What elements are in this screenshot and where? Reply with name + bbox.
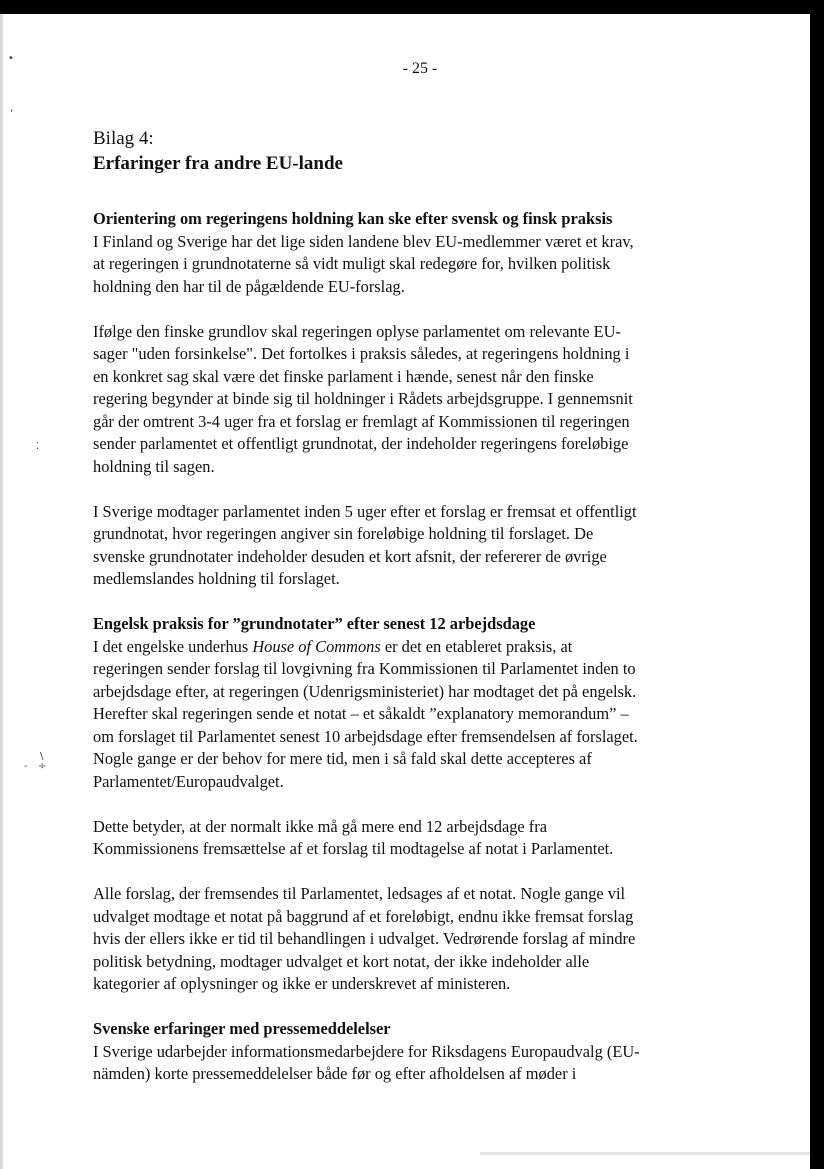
section-heading-english-practice: Engelsk praksis for ”grundnotater” efter senest 12 arbejdsdage xyxy=(93,614,536,633)
appendix-label: Bilag 4: xyxy=(93,128,154,149)
paragraph xyxy=(93,636,643,794)
page-number: - 25 - xyxy=(402,60,438,77)
spacer xyxy=(93,478,643,501)
scan-edge-left xyxy=(0,14,3,1169)
paragraph: Ifølge den finske grundlov skal regeringen oplyse parlamentet om relevante EU-sager "uden forsinkelse". Det fortolkes i praksis således, at regeringens holdning i en konkret sag skal være det finske parlament i hænde, senest når den finske regering begynder at binde sig til holdninger i Rådets arbejdsgruppe. I gennemsnit går der omtrent 3-4 uger fra et forslag er fremlagt af Kommissionen til regeringen sender parlamentet et offentligt grundnotat, der indeholder regeringens foreløbige holdning til sagen. xyxy=(93,321,633,476)
spacer xyxy=(93,176,643,208)
scan-speck: ‚ xyxy=(10,103,14,114)
section-heading-swedish-press-releases: Svenske erfaringer med pressemeddelelser xyxy=(93,1019,391,1038)
scan-speck: ÷ xyxy=(38,761,47,772)
italic-term: House of Commons xyxy=(252,636,381,656)
paragraph-text: er det en etableret praksis, at regeringen sender forslag til lovgivning fra Kommissionen til Parlamentet inden to arbejdsdage efter, at regeringen (Udenrigsministeriet) har modtaget det på engelsk. Herefter skal regeringen sende et notat – et såkaldt ”explanatory memorandum” – om forslaget til Parlamentet senest 10 arbejdsdage efter fremsendelsen af forslaget. Nogle gange er der behov for mere tid, men i så fald skal dette accepteres af Parlamentet/Europaudvalget. xyxy=(93,636,638,791)
paragraph: I Sverige udarbejder informationsmedarbejdere for Riksdagens Europaudvalg (EU-nämden) korte pressemeddelelser både før og efter afholdelsen af møder i xyxy=(93,1041,640,1083)
scan-edge-bottom xyxy=(480,1152,810,1155)
spacer xyxy=(93,298,643,321)
document-body xyxy=(93,127,643,1086)
spacer xyxy=(93,591,643,614)
paragraph: I Sverige modtager parlamentet inden 5 uger efter et forslag er fremsat et offentligt grundnotat, hvor regeringen angiver sin foreløbige holdning til forslaget. De svenske grundnotater indeholder desuden et kort afsnit, der refererer de øvrige medlemslandes holdning til forslaget. xyxy=(93,501,637,588)
paragraph: Dette betyder, at der normalt ikke må gå mere end 12 arbejdsdage fra Kommissionens fremsættelse af et forslag til modtagelse af notat i Parlamentet. xyxy=(93,816,614,858)
spacer xyxy=(93,861,643,884)
section-heading-finnish-swedish-practice: Orientering om regeringens holdning kan ske efter svensk og finsk praksis xyxy=(93,209,613,228)
paragraph: I Finland og Sverige har det lige siden landene blev EU-medlemmer været et krav, at regeringen i grundnotaterne så vidt muligt skal redegøre for, hvilken politisk holdning den har til de pågældende EU-forslag. xyxy=(93,231,634,296)
paragraph: Alle forslag, der fremsendes til Parlamentet, ledsages af et notat. Nogle gange vil udvalget modtage et notat på baggrund af et foreløbigt, endnu ikke fremsat forslag hvis der ellers ikke er tid til behandlingen i udvalget. Vedrørende forslag af mindre politisk betydning, modtager udvalget et kort notat, der ikke indeholder alle kategorier af oplysninger og ikke er underskrevet af ministeren. xyxy=(93,884,636,993)
scan-border-top xyxy=(0,0,824,14)
spacer xyxy=(93,996,643,1019)
scan-speck: - xyxy=(24,761,28,772)
paragraph-text: I det engelske underhus xyxy=(93,636,253,656)
scan-speck: • xyxy=(8,53,14,64)
scan-border-right xyxy=(810,0,824,1169)
scan-speck: ⁚ xyxy=(36,441,40,452)
appendix-title: Erfaringer fra andre EU-lande xyxy=(93,153,343,174)
spacer xyxy=(93,793,643,816)
scan-speck: \ xyxy=(40,751,44,762)
